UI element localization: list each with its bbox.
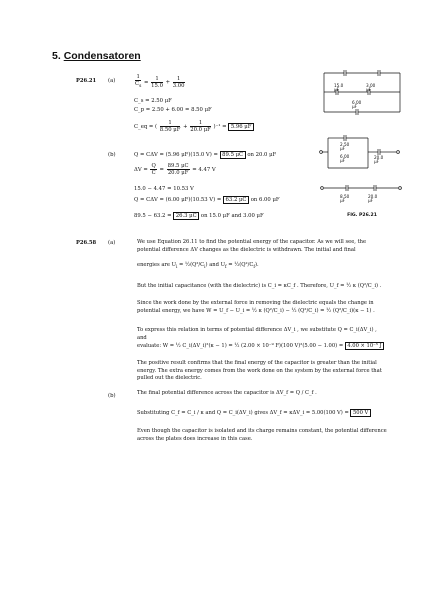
result-box: 63.2 μC <box>223 196 249 204</box>
section-heading <box>52 50 141 62</box>
problem-label-p26-58: P26.58 <box>76 240 97 246</box>
eq-charge: Q = CΔV = (5.96 μF)(15.0 V) = 89.5 μC on 20.0 μF <box>134 152 277 158</box>
eq-cp: C_p = 2.50 + 6.00 = 8.50 μF <box>134 107 212 113</box>
eq-charge-3: 89.5 − 63.2 = 26.3 μC on 15.0 μF and 3.00 μF <box>134 213 264 219</box>
part-a-label: (a) <box>108 78 116 84</box>
cap-label: 3.00 <box>366 83 376 88</box>
circuit-figure <box>318 70 406 220</box>
eq-series-capacitance: $\frac{1}{C_s}$ = $\frac{1}{15.0}$ + $\frac{1}{3.00}$ <box>135 74 185 90</box>
figure-caption: FIG. P26.21 <box>347 213 377 218</box>
paragraph-work: Since the work done by the external force in removing the dielectric equals the change in potential energy, we have W = U_f − U_i = ½ κ (Q²/C_i) − ½ (Q²/C_i) = ½ (Q²/C_i)(κ − 1) . <box>137 300 375 314</box>
paragraph-intro: We use Equation 26.11 to find the potential energy of the capacitor. As we will see, the potential difference ΔV changes as the dielectric is withdrawn. The initial and final <box>137 239 367 253</box>
part-b-label: (b) <box>108 393 116 399</box>
part-b-label: (b) <box>108 152 116 158</box>
section-number: 5. <box>52 50 61 62</box>
result-box: 26.3 μC <box>173 212 199 220</box>
eq-ceq: C_eq = ( $\frac{1}{8.50 \mu F}$ + $\frac{1}{20.0 \mu F}$ )⁻¹ = 5.96 μF <box>134 120 254 133</box>
cap-label: 6.00 <box>340 154 350 159</box>
problem-label-p26-21: P26.21 <box>76 78 97 84</box>
cap-unit: μF <box>352 104 358 109</box>
paragraph-substituting: Substituting C_f = C_i / κ and Q = C_i(ΔV_i) gives ΔV_f = κΔV_i = 5.00(100 V) = 500 V <box>137 410 387 418</box>
cap-unit: μF <box>366 87 372 92</box>
cap-label: 8.50 <box>340 194 350 199</box>
cap-label: 15.0 <box>334 83 344 88</box>
circuit-top <box>324 70 400 115</box>
section-title: Condensatoren <box>63 50 141 62</box>
eq-energies: energies are $U_i$ = $\frac{1}{2}(Q^2/C_i)$ and $U_f$ = $\frac{1}{2}(Q^2/C_f)$. <box>137 262 259 271</box>
paragraph-substitute: To express this relation in terms of potential difference ΔV_i , we substitute Q = C_i(ΔV_i) , and <box>137 327 377 341</box>
eq-charge-2: Q = CΔV = (6.00 μF)(10.53 V) = 63.2 μC on 6.00 μF <box>134 197 280 203</box>
cap-label: 20.0 <box>374 155 384 160</box>
cap-unit: μF <box>340 198 346 203</box>
result-box: 5.96 μF <box>228 123 254 131</box>
result-box: 89.5 μC <box>220 151 246 159</box>
cap-unit: μF <box>368 198 374 203</box>
part-a-label: (a) <box>108 240 116 246</box>
paragraph-conclusion: The positive result confirms that the final energy of the capacitor is greater than the initial energy. The extra energy comes from the work done on the system by the external force that pulled out the dielectric. <box>137 360 382 382</box>
eq-delta-v: ΔV = $\frac{Q}{C}$ = $\frac{89.5 \mu C}{20.0 \mu F}$ = 4.47 V <box>134 163 216 176</box>
cap-label: 6.00 <box>352 100 362 105</box>
paragraph-capacitance: But the initial capacitance (with the dielectric) is C_i = κC_f . Therefore, U_f = ½ κ (Q²/C_i) . <box>137 283 382 289</box>
circuit-middle <box>320 135 400 168</box>
eq-voltage-diff: 15.0 − 4.47 = 10.53 V <box>134 186 194 192</box>
result-box: 500 V <box>350 409 370 417</box>
paragraph-closing: Even though the capacitor is isolated and its charge remains constant, the potential difference across the plates does increase in this case. <box>137 428 387 442</box>
cap-unit: μF <box>340 146 346 151</box>
cap-unit: μF <box>340 158 346 163</box>
result-box: 4.00 × 10⁻⁵ J <box>345 342 384 350</box>
cap-unit: μF <box>334 87 340 92</box>
paragraph-evaluate: evaluate: W = ½ C_i(ΔV_i)²(κ − 1) = ½ (2.00 × 10⁻⁹ F)(100 V)²(5.00 − 1.00) = 4.00 × 10⁻⁵ J <box>137 343 387 351</box>
circuit-bottom <box>321 185 402 203</box>
eq-cs: C_s = 2.50 μF <box>134 98 172 104</box>
cap-label: 20.0 <box>368 194 378 199</box>
cap-label: 2.50 <box>340 142 350 147</box>
paragraph-final-voltage: The final potential difference across the capacitor is ΔV_f = Q / C_f . <box>137 390 317 396</box>
cap-unit: μF <box>374 159 380 164</box>
